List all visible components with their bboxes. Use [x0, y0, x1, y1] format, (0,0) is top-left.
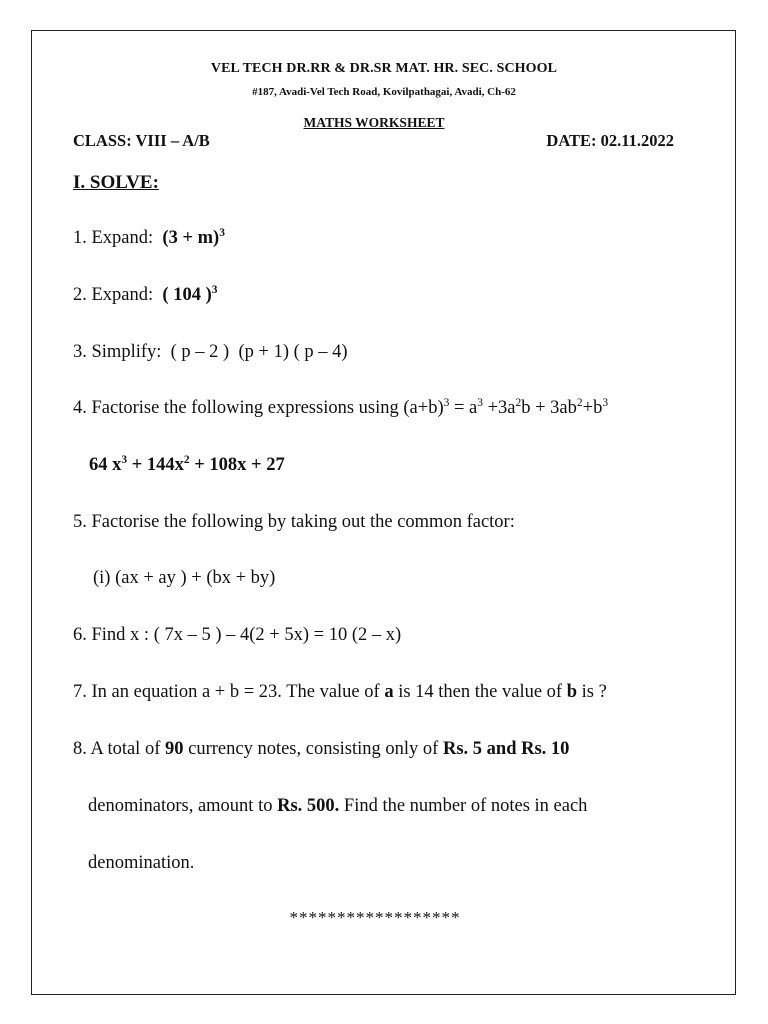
date-label: DATE: 02.11.2022	[546, 131, 674, 150]
question-8-line-3: denomination.	[88, 853, 195, 873]
q2-expression: ( 104 )$^3$	[162, 283, 218, 305]
question-3: 3. Simplify: ( p – 2 ) (p + 1) ( p – 4)	[73, 342, 348, 362]
section-title: I. SOLVE:	[73, 172, 159, 193]
question-8-line-2: denominators, amount to Rs. 500. Find the number of notes in each	[88, 796, 588, 816]
question-5-part-i: (i) (ax + ay ) + (bx + by)	[93, 568, 276, 588]
question-7: 7. In an equation a + b = 23. The value of a is 14 then the value of b is ?	[73, 682, 607, 702]
question-8: 8. A total of 90 currency notes, consisting only of Rs. 5 and Rs. 10	[73, 739, 570, 759]
question-4: 4. Factorise the following expressions using $(a+b)^3 = a^3 +3a^2b + 3ab^2+b^3$	[73, 396, 609, 418]
question-5: 5. Factorise the following by taking out the common factor:	[73, 512, 515, 532]
worksheet-title: MATHS WORKSHEET	[303, 115, 445, 130]
question-2	[73, 285, 217, 306]
school-address: #187, Avadi-Vel Tech Road, Kovilpathagai, Avadi, Ch-62	[252, 86, 516, 98]
question-6: 6. Find x : ( 7x – 5 ) – 4(2 + 5x) = 10 (2 – x)	[73, 625, 402, 645]
footer-stars: ******************	[289, 908, 461, 927]
q2-prefix: 2. Expand:	[73, 285, 154, 305]
question-4-expression: 64 $x^3 + 144x^2 + 108x + 27$	[89, 453, 285, 475]
q1-expression: $(3 + m)^3$	[162, 226, 225, 248]
class-label: CLASS: VIII – A/B	[73, 131, 210, 150]
question-1	[73, 228, 225, 249]
school-name: VEL TECH DR.RR & DR.SR MAT. HR. SEC. SCHOOL	[210, 61, 558, 76]
q1-prefix: 1. Expand:	[73, 228, 154, 248]
